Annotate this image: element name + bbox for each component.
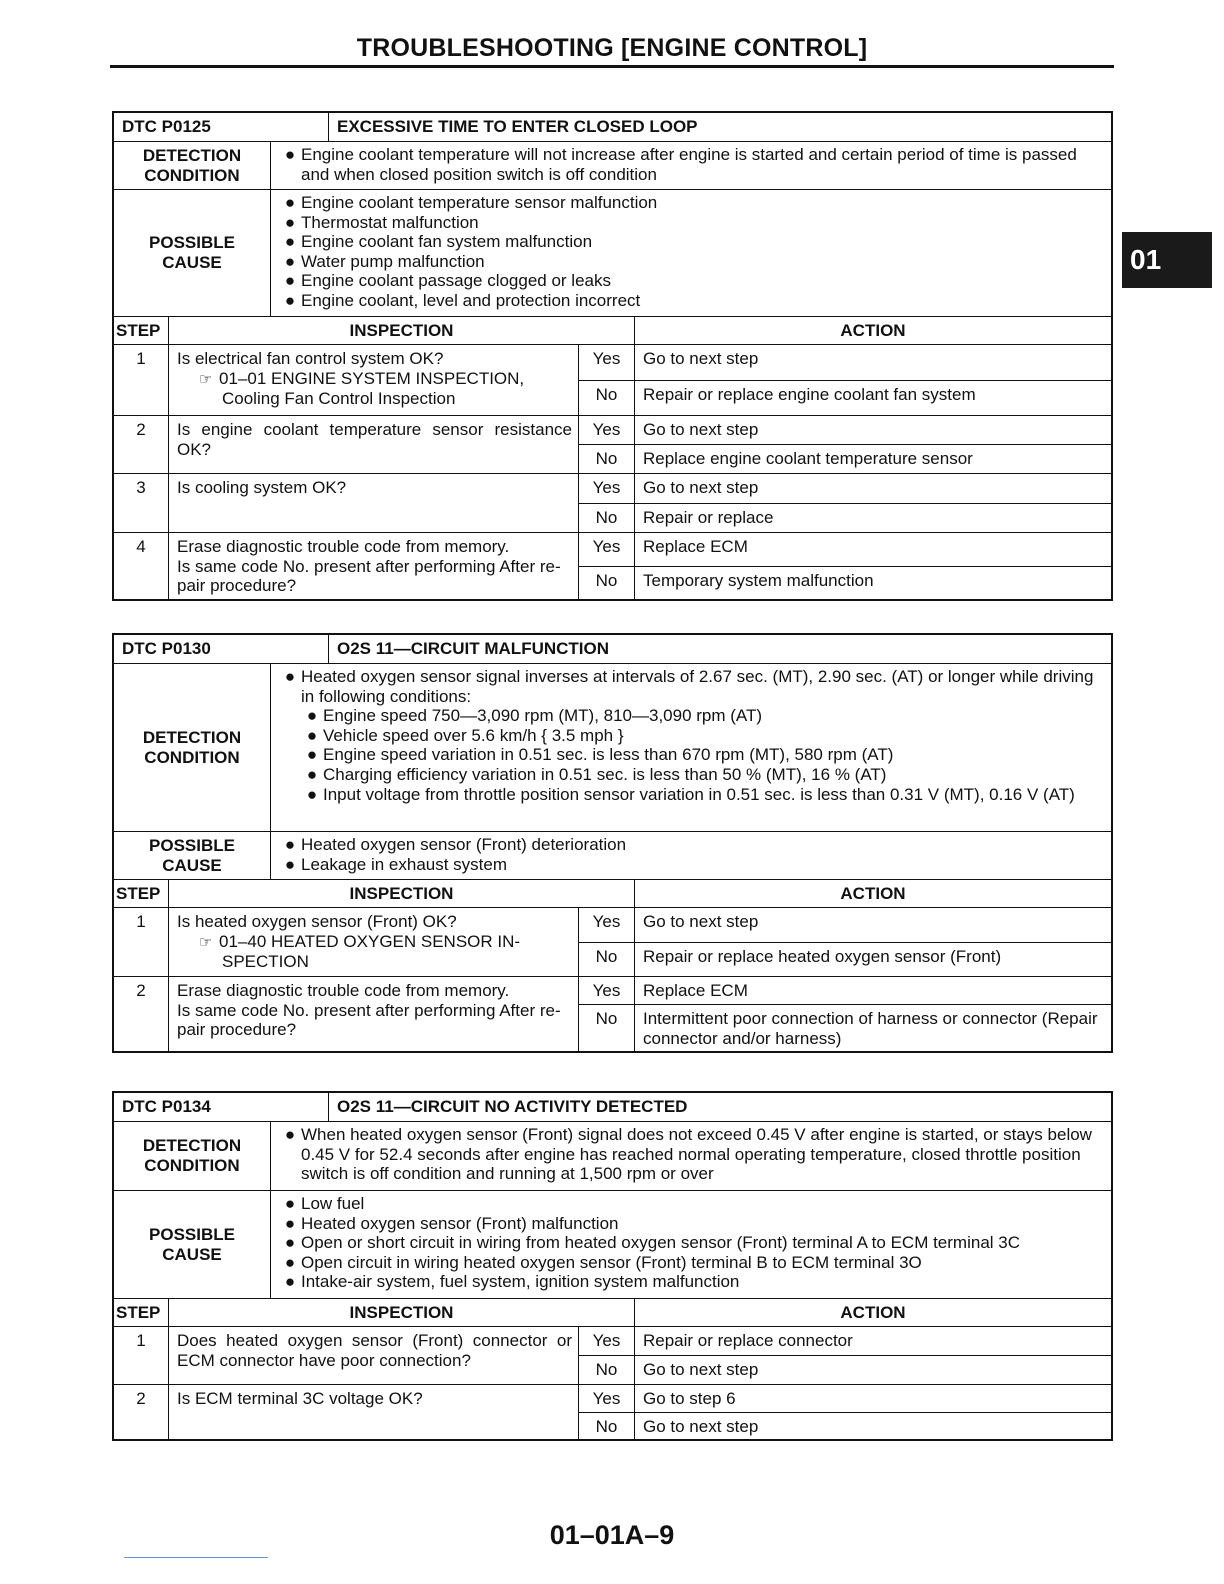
step-results (579, 1385, 1111, 1439)
step-inspection: Is engine coolant temperature sensor resistance OK? (169, 416, 579, 473)
detection-condition-body (271, 664, 1111, 831)
list-item: ● Vehicle speed over 5.6 km/h { 3.5 mph } (306, 725, 624, 745)
table-row (114, 416, 1111, 474)
step-results (579, 977, 1111, 1051)
table-row (114, 1327, 1111, 1385)
table-row (114, 345, 1111, 416)
list-item: ● Engine coolant temperature will not increase after engine is started and certain period of time is passed and when closed position switch is off condition (284, 145, 1077, 184)
step-inspection: Is electrical fan control system OK? ☞ 01–01 ENGINE SYSTEM INSPECTION, Cooling Fan Control Inspection (169, 345, 579, 415)
table-row (114, 533, 1111, 599)
possible-cause-label: POSSIBLE CAUSE (114, 190, 271, 316)
possible-cause-label: POSSIBLE CAUSE (114, 1191, 271, 1298)
col-action: ACTION (840, 1302, 906, 1322)
header-rule (110, 65, 1114, 68)
step-results (579, 1327, 1111, 1384)
step-number: 1 (114, 908, 169, 976)
page-header-title: TROUBLESHOOTING [ENGINE CONTROL] (356, 34, 868, 62)
list-item: ● Leakage in exhaust system (284, 854, 508, 874)
detection-condition-row (114, 1122, 1111, 1191)
result-yes: Yes Go to next step (579, 908, 1111, 942)
reference-icon: ☞ (199, 933, 213, 951)
dtc-table-p0125 (112, 111, 1113, 601)
detection-condition-row (114, 142, 1111, 190)
list-item: ● Engine coolant, level and protection incorrect (284, 290, 641, 310)
step-number: 1 (114, 345, 169, 415)
list-item: ● When heated oxygen sensor (Front) signal does not exceed 0.45 V after engine is started, or stays below 0.45 V for 52.4 seconds after engine has reached normal operating temperature, closed throttle position switch is off condition and running at 1,500 rpm or over (284, 1125, 1092, 1184)
dtc-title: O2S 11—CIRCUIT NO ACTIVITY DETECTED (337, 1097, 688, 1116)
col-inspection: INSPECTION (169, 880, 635, 907)
possible-cause-row (114, 190, 1111, 317)
reference-link-cont[interactable]: Cooling Fan Control Inspection (222, 389, 456, 409)
result-no: No Repair or replace (579, 503, 1111, 533)
result-yes: Yes Replace ECM (579, 533, 1111, 566)
reference-link[interactable]: 01–40 HEATED OXYGEN SENSOR IN- (219, 931, 521, 951)
result-no: No Go to next step (579, 1412, 1111, 1440)
table-row (114, 977, 1111, 1051)
result-no: No Replace engine coolant temperature sensor (579, 444, 1111, 473)
result-no: No Intermittent poor connection of harness or connector (Repair connector and/or harness) (579, 1004, 1111, 1051)
step-inspection: Is ECM terminal 3C voltage OK? (169, 1385, 579, 1439)
dtc-header (114, 635, 1111, 664)
list-item: ● Engine coolant passage clogged or leaks (284, 271, 611, 291)
step-inspection: Erase diagnostic trouble code from memory. Is same code No. present after performing After re- pair procedure? (169, 977, 579, 1051)
step-results (579, 416, 1111, 473)
col-step: STEP (114, 317, 169, 344)
list-item: ● Heated oxygen sensor (Front) deterioration (284, 835, 627, 854)
step-table-header (114, 880, 1111, 908)
dtc-code: DTC P0130 (114, 635, 329, 663)
step-number: 2 (114, 977, 169, 1051)
step-number: 4 (114, 533, 169, 599)
step-number: 3 (114, 474, 169, 532)
possible-cause-label: POSSIBLE CAUSE (114, 832, 271, 879)
section-tab: 01 (1122, 232, 1212, 288)
list-item: ● Engine coolant fan system malfunction (284, 232, 593, 252)
step-table-header (114, 317, 1111, 345)
dtc-title: EXCESSIVE TIME TO ENTER CLOSED LOOP (337, 117, 698, 136)
table-row (114, 1385, 1111, 1439)
step-results (579, 908, 1111, 976)
col-step: STEP (114, 880, 169, 907)
step-inspection: Does heated oxygen sensor (Front) connector or ECM connector have poor connection? (169, 1327, 579, 1384)
dtc-table-p0134 (112, 1091, 1113, 1441)
step-results (579, 345, 1111, 415)
detection-condition-label: DETECTION CONDITION (114, 1122, 271, 1190)
col-step: STEP (114, 1299, 169, 1326)
list-item: ● Engine speed 750—3,090 rpm (MT), 810—3,090 rpm (AT) (306, 706, 763, 726)
result-no: No Temporary system malfunction (579, 566, 1111, 600)
reference-icon: ☞ (199, 370, 213, 388)
step-results (579, 533, 1111, 599)
result-yes: Yes Replace ECM (579, 977, 1111, 1004)
reference-link-cont[interactable]: SPECTION (222, 952, 309, 972)
dtc-title: O2S 11—CIRCUIT MALFUNCTION (337, 639, 610, 658)
step-inspection: Is heated oxygen sensor (Front) OK? ☞ 01–40 HEATED OXYGEN SENSOR IN- SPECTION (169, 908, 579, 976)
possible-cause-body (271, 1191, 1111, 1298)
list-item: ● Input voltage from throttle position sensor variation in 0.51 sec. is less than 0.31 V (MT), 0.16 V (AT) (306, 784, 1075, 804)
step-number: 2 (114, 416, 169, 473)
col-inspection: INSPECTION (169, 317, 635, 344)
detection-condition-body (271, 142, 1111, 189)
col-action: ACTION (840, 320, 906, 340)
list-item: ● Engine speed variation in 0.51 sec. is less than 670 rpm (MT), 580 rpm (AT) (306, 745, 894, 765)
detection-condition-row (114, 664, 1111, 832)
list-item: ● Open or short circuit in wiring from heated oxygen sensor (Front) terminal A to ECM terminal 3C (284, 1233, 1021, 1253)
list-item: ● Low fuel (284, 1194, 365, 1213)
possible-cause-row (114, 832, 1111, 880)
step-number: 1 (114, 1327, 169, 1384)
table-row (114, 908, 1111, 977)
list-item: ● Engine coolant temperature sensor malfunction (284, 193, 658, 212)
detection-condition-label: DETECTION CONDITION (114, 142, 271, 189)
col-inspection: INSPECTION (169, 1299, 635, 1326)
result-yes: Yes Go to next step (579, 416, 1111, 444)
dtc-header (114, 1093, 1111, 1122)
list-item: ● Charging efficiency variation in 0.51 sec. is less than 50 % (MT), 16 % (AT) (306, 764, 887, 784)
table-row (114, 474, 1111, 533)
detection-condition-label: DETECTION CONDITION (114, 664, 271, 831)
dtc-code: DTC P0134 (114, 1093, 329, 1121)
list-item: ● Water pump malfunction (284, 251, 485, 271)
list-item: ● Heated oxygen sensor (Front) malfunction (284, 1213, 619, 1233)
possible-cause-row (114, 1191, 1111, 1299)
result-yes: Yes Go to step 6 (579, 1385, 1111, 1412)
col-action: ACTION (840, 883, 906, 903)
dtc-table-p0130 (112, 633, 1113, 1053)
step-number: 2 (114, 1385, 169, 1439)
step-inspection: Erase diagnostic trouble code from memory. Is same code No. present after performing After re- pair procedure? (169, 533, 579, 599)
dtc-code: DTC P0125 (114, 113, 329, 141)
result-yes: Yes Repair or replace connector (579, 1327, 1111, 1355)
footer-rule (124, 1557, 268, 1558)
list-item: ● Heated oxygen sensor signal inverses at intervals of 2.67 sec. (MT), 2.90 sec. (AT) or longer while driving in following conditions: (284, 667, 1094, 706)
result-no: No Go to next step (579, 1355, 1111, 1384)
list-item: ● Open circuit in wiring heated oxygen sensor (Front) terminal B to ECM terminal 3O (284, 1252, 922, 1272)
dtc-header (114, 113, 1111, 142)
step-results (579, 474, 1111, 532)
result-yes: Yes Go to next step (579, 474, 1111, 503)
step-table-header (114, 1299, 1111, 1327)
page-number: 01–01A–9 (549, 1520, 675, 1550)
reference-link[interactable]: 01–01 ENGINE SYSTEM INSPECTION, (219, 368, 525, 388)
result-yes: Yes Go to next step (579, 345, 1111, 380)
result-no: No Repair or replace engine coolant fan system (579, 380, 1111, 416)
list-item: ● Intake-air system, fuel system, ignition system malfunction (284, 1272, 740, 1292)
possible-cause-body (271, 832, 1111, 879)
result-no: No Repair or replace heated oxygen sensor (Front) (579, 942, 1111, 977)
list-item: ● Thermostat malfunction (284, 212, 479, 232)
step-inspection: Is cooling system OK? (169, 474, 579, 532)
possible-cause-body (271, 190, 1111, 316)
detection-condition-body (271, 1122, 1111, 1190)
